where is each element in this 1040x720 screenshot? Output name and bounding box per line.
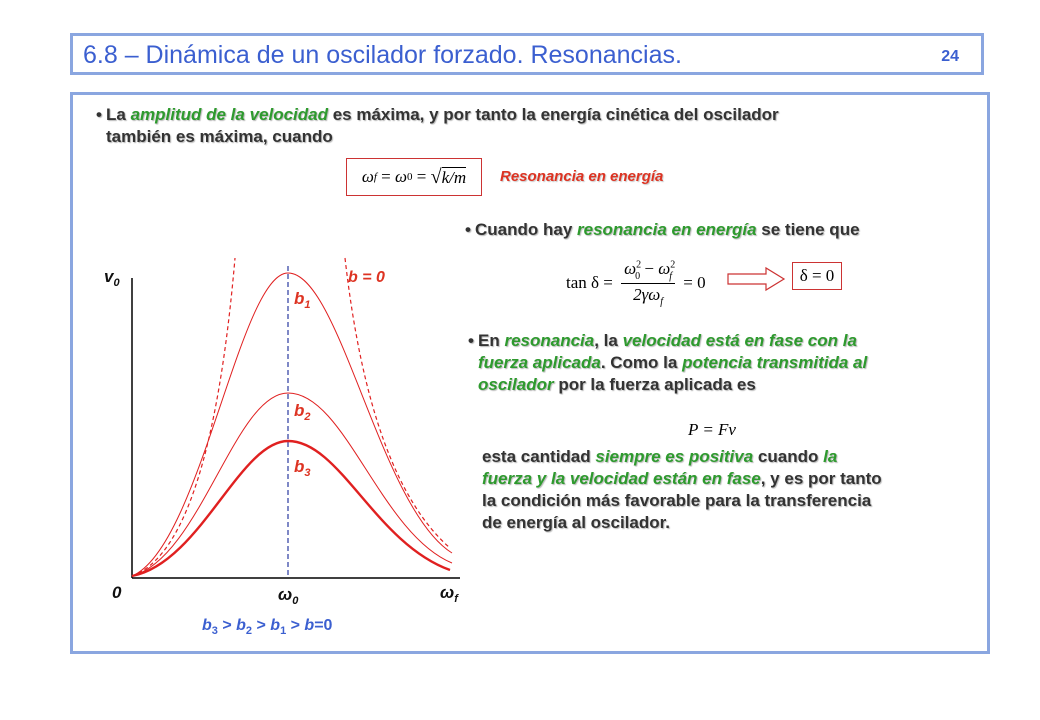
bullet: • — [96, 105, 102, 124]
slide-title: 6.8 – Dinámica de un oscilador forzado. Resonancias. — [83, 41, 682, 69]
title-bar — [70, 33, 984, 75]
b3-label: $b_3$ — [294, 457, 311, 479]
omega0-label: $\omega_0$ — [278, 585, 299, 607]
curve-b0-left — [132, 258, 235, 576]
curve-b0-right — [345, 258, 450, 548]
page-number: 24 — [941, 48, 959, 65]
implies-arrow-icon — [726, 266, 788, 292]
paragraph-resonance-energy: • Cuando hay resonancia en energía se tiene que — [465, 220, 860, 239]
resonance-condition-formula: ω f = ω 0 = √ k/m — [346, 158, 482, 196]
y-axis-label: $v_0$ — [104, 267, 120, 289]
delta-zero-formula: δ = 0 — [792, 262, 842, 290]
x-axis-label: $\omega_f$ — [440, 583, 458, 605]
power-formula: P = Fv — [688, 420, 736, 439]
b1-label: $b_1$ — [294, 289, 311, 311]
paragraph-phase: • En resonancia, la velocidad está en fase con la fuerza aplicada. Como la potencia transmitida al oscilador por la fuerza aplicada es — [468, 331, 868, 394]
b2-label: $b_2$ — [294, 401, 311, 423]
tan-delta-formula: tan δ = $\frac{\omega^2_0 - \omega^2_f}{2\gamma\omega_f}$ = 0 — [566, 259, 706, 307]
curve-b1 — [132, 273, 452, 576]
b0-label: b = 0 — [348, 269, 385, 286]
origin-label: 0 — [112, 583, 122, 602]
damping-order-label: $b_3 > b_2 > b_1 > b=0$ — [202, 617, 333, 637]
resonance-curves-chart — [90, 248, 470, 648]
paragraph-amplitude: • La amplitud de la velocidad es máxima, y por tanto la energía cinética del oscilador también es máxima, cuando — [96, 105, 779, 146]
paragraph-power: esta cantidad siempre es positiva cuando la fuerza y la velocidad están en fase, y es por tanto la condición más favorable para la transferencia de energía al oscilador. — [482, 447, 882, 532]
curve-b3 — [132, 441, 450, 576]
resonance-energy-label: Resonancia en energía — [500, 168, 664, 185]
